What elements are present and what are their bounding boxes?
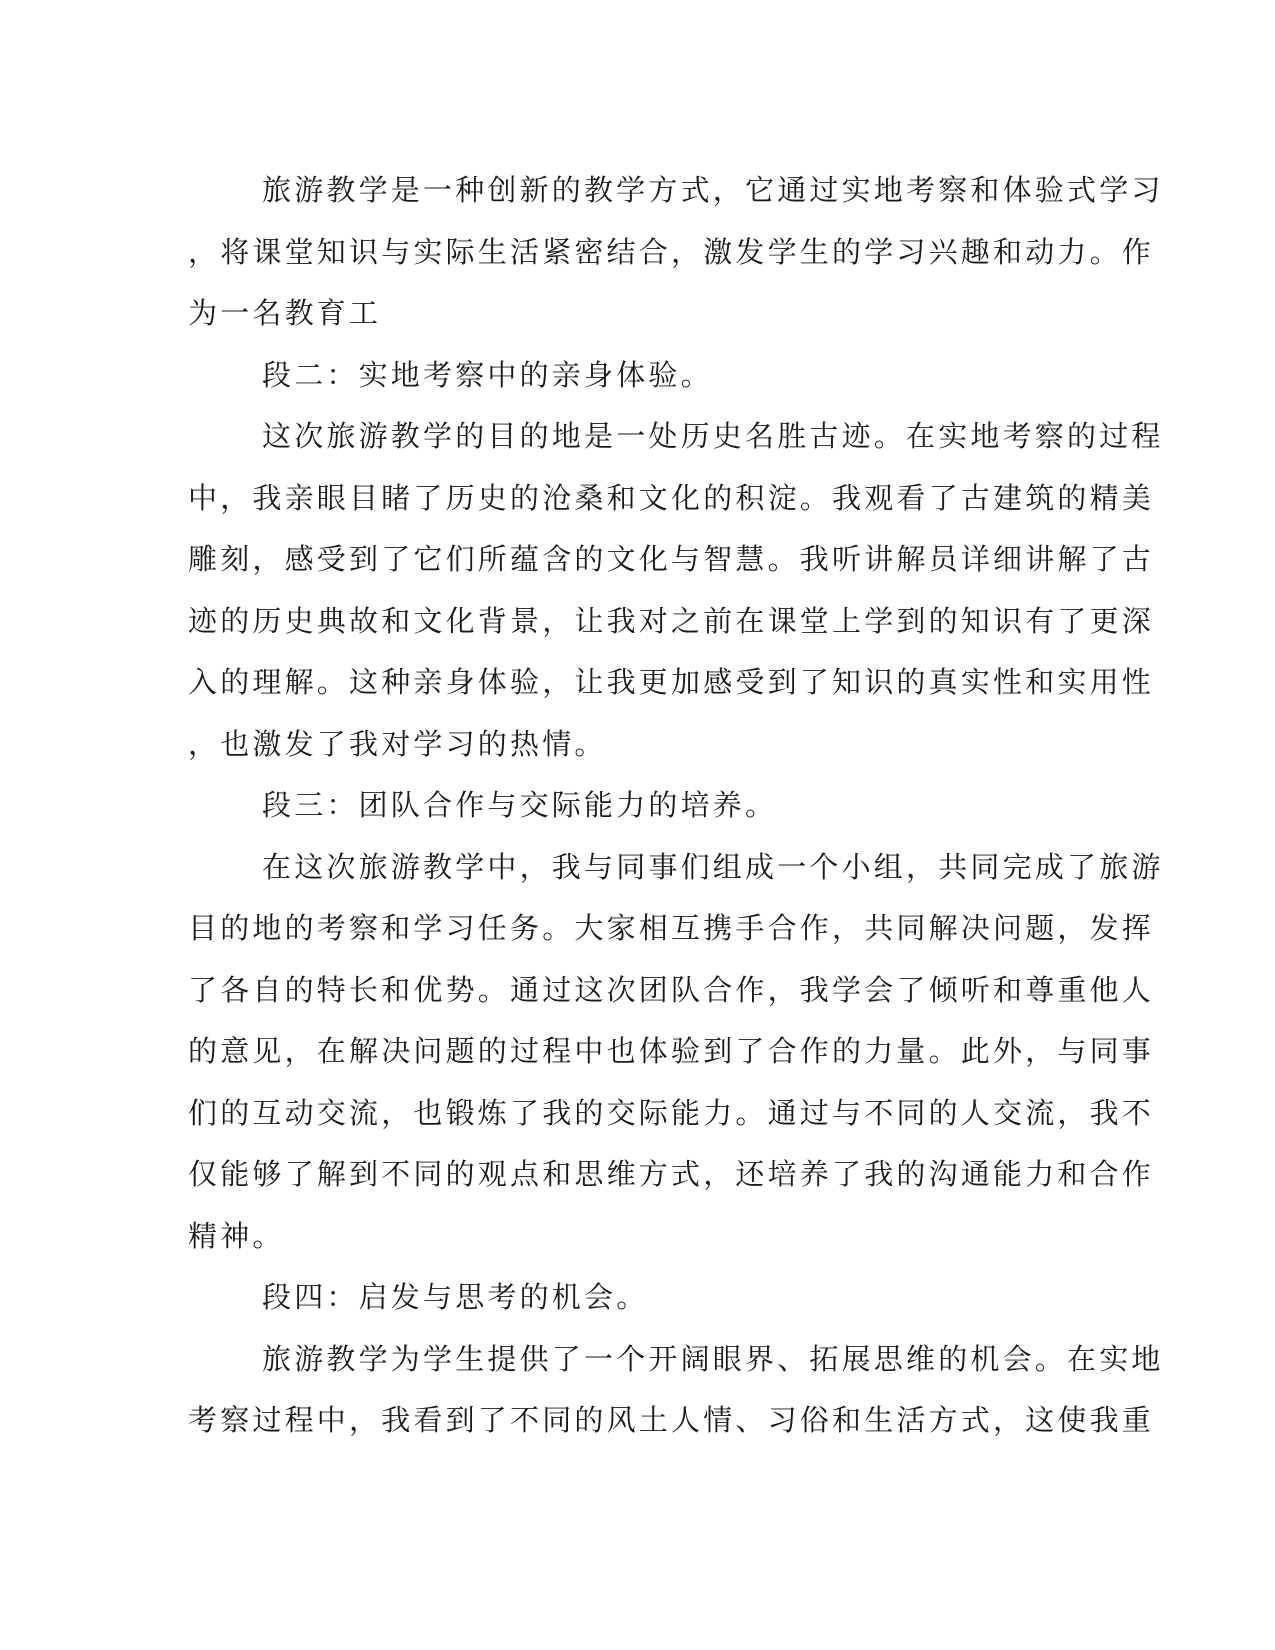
- paragraph-1-line-3: 为一名教育工: [188, 296, 382, 330]
- paragraph-3-line-6: 仅能够了解到不同的观点和思维方式，还培养了我的沟通能力和合作: [188, 1157, 1155, 1191]
- paragraph-2-line-6: ，也激发了我对学习的热情。: [188, 726, 607, 761]
- paragraph-2-line-1: 这次旅游教学的目的地是一处历史名胜古迹。在实地考察的过程: [262, 419, 1164, 453]
- paragraph-3-line-2: 目的地的考察和学习任务。大家相互携手合作，共同解决问题，发挥: [188, 911, 1155, 945]
- paragraph-1-line-1: 旅游教学是一种创新的教学方式，它通过实地考察和体验式学习: [262, 173, 1164, 207]
- paragraph-1-line-2: ，将课堂知识与实际生活紧密结合，激发学生的学习兴趣和动力。作: [188, 234, 1155, 269]
- paragraph-3-line-1: 在这次旅游教学中，我与同事们组成一个小组，共同完成了旅游: [262, 849, 1164, 884]
- section-heading-4: 段四：启发与思考的机会。: [262, 1280, 649, 1314]
- paragraph-2-line-5: 入的理解。这种亲身体验，让我更加感受到了知识的真实性和实用性: [188, 665, 1155, 699]
- paragraph-2-line-3: 雕刻，感受到了它们所蕴含的文化与智慧。我听讲解员详细讲解了古: [188, 542, 1155, 576]
- paragraph-3-line-7: 精神。: [188, 1218, 285, 1253]
- paragraph-3-line-3: 了各自的特长和优势。通过这次团队合作，我学会了倾听和尊重他人: [188, 972, 1155, 1007]
- section-heading-2: 段二：实地考察中的亲身体验。: [262, 357, 713, 392]
- section-heading-3: 段三：团队合作与交际能力的培养。: [262, 788, 778, 822]
- document-body: [188, 160, 1164, 1452]
- paragraph-4-line-2: 考察过程中，我看到了不同的风土人情、习俗和生活方式，这使我重: [188, 1403, 1155, 1437]
- paragraph-3-line-5: 们的互动交流，也锻炼了我的交际能力。通过与不同的人交流，我不: [188, 1095, 1155, 1130]
- paragraph-2-line-2: 中，我亲眼目睹了历史的沧桑和文化的积淀。我观看了古建筑的精美: [188, 480, 1155, 515]
- paragraph-3-line-4: 的意见，在解决问题的过程中也体验到了合作的力量。此外，与同事: [188, 1034, 1155, 1068]
- paragraph-2-line-4: 迹的历史典故和文化背景，让我对之前在课堂上学到的知识有了更深: [188, 603, 1155, 638]
- paragraph-4-line-1: 旅游教学为学生提供了一个开阔眼界、拓展思维的机会。在实地: [262, 1341, 1164, 1376]
